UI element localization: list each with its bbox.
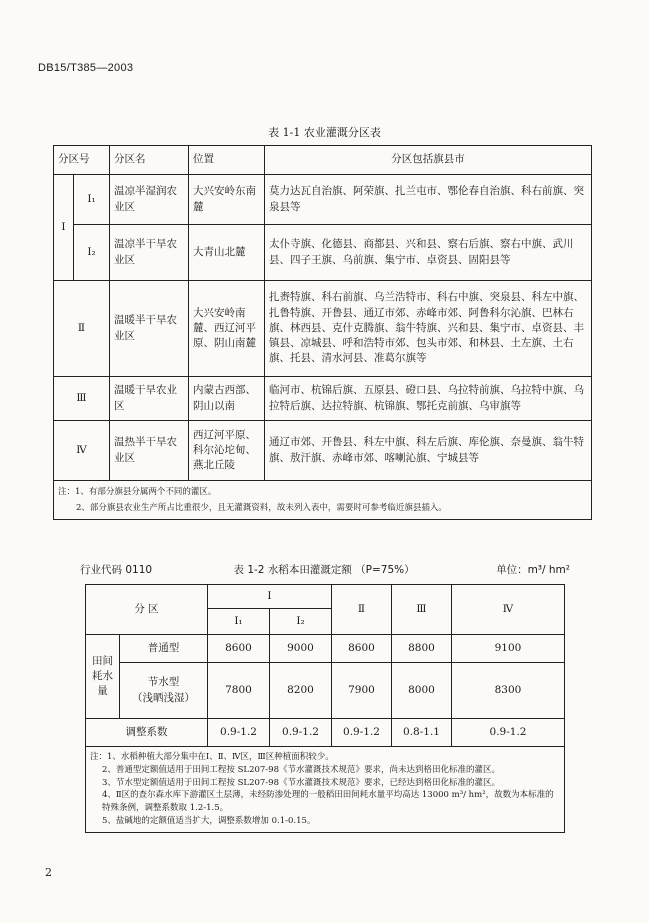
sub-zone-number: Ⅰ₁ — [74, 175, 110, 225]
table-row — [86, 719, 565, 747]
table1-note-1: 注：1、有部分旗县分属两个不同的灌区。 — [58, 487, 217, 497]
table-row — [86, 635, 565, 663]
zone-number: Ⅱ — [54, 281, 110, 377]
value-cell: 7800 — [208, 663, 270, 719]
zone-counties: 临河市、杭锦后旗、五原县、磴口县、乌拉特前旗、乌拉特中旗、乌拉特后旗、达拉特旗、杭锦旗、鄂托克前旗、乌审旗等 — [265, 377, 592, 421]
zone-name: 温凉半湿润农业区 — [110, 175, 189, 225]
value-cell: 7900 — [332, 663, 392, 719]
value-cell: 8000 — [392, 663, 452, 719]
value-cell: 0.9-1.2 — [270, 719, 332, 747]
table2-note-2: 2、普通型定额值适用于田间工程按 SL207-98《节水灌溉技术规范》要求，尚未达到格田化标准的灌区。 — [102, 764, 500, 775]
table1-note-2: 2、部分旗县农业生产所占比重很少，且无灌溉资料，故未列入表中，需要时可参考临近旗县插入。 — [76, 503, 447, 514]
table-row — [54, 225, 592, 281]
value-cell: 9100 — [452, 635, 565, 663]
zone-counties: 莫力达瓦自治旗、阿荣旗、扎兰屯市、鄂伦春自治旗、科右前旗、突泉县等 — [265, 175, 592, 225]
value-cell: 8600 — [208, 635, 270, 663]
zone-header-4: Ⅳ — [452, 585, 565, 635]
sub-zone-number: Ⅰ₂ — [74, 225, 110, 281]
zone-name: 温热半干旱农业区 — [110, 421, 189, 481]
table2-notes — [86, 747, 565, 833]
table2-unit: 单位：m³/ hm² — [496, 564, 570, 576]
table2-note-5: 5、盐碱地的定额值适当扩大，调整系数增加 0.1-0.15。 — [102, 815, 316, 826]
zone-header-1: Ⅰ — [208, 585, 332, 609]
zone-location: 内蒙古西部、阴山以南 — [189, 377, 265, 421]
table2-note-4: 4、Ⅱ区的查尔森水库下游灌区土层薄，未经防渗处理的一般稻田田间耗水量平均高达 13000 m³/ hm²，故数为本标准的特殊条例，调整系数取 1.2-1.5。 — [102, 790, 554, 813]
zone-header-3: Ⅲ — [392, 585, 452, 635]
table1-notes-row — [54, 481, 592, 520]
zone-location: 大兴安岭南麓、西辽河平原、阴山南麓 — [189, 281, 265, 377]
value-cell: 8800 — [392, 635, 452, 663]
sub-zone-header-2: Ⅰ₂ — [270, 609, 332, 635]
page-number: 2 — [45, 866, 52, 879]
row-label-sub: （浅晒浅湿） — [132, 691, 195, 704]
zone-number: Ⅲ — [54, 377, 110, 421]
value-cell: 0.8-1.1 — [392, 719, 452, 747]
zone-counties: 通辽市郊、开鲁县、科左中旗、科左后旗、库伦旗、奈曼旗、翁牛特旗、敖汗旗、赤峰市郊、喀喇沁旗、宁城县等 — [265, 421, 592, 481]
col-counties: 分区包括旗县市 — [265, 146, 592, 175]
col-location: 位置 — [189, 146, 265, 175]
table-row — [54, 281, 592, 377]
value-cell: 0.9-1.2 — [208, 719, 270, 747]
col-zone-name: 分区名 — [110, 146, 189, 175]
table1-header-row — [54, 146, 592, 175]
zone-number: Ⅰ — [54, 175, 74, 281]
table-row — [54, 377, 592, 421]
zone-location: 大青山北麓 — [189, 225, 265, 281]
value-cell: 8600 — [332, 635, 392, 663]
sub-zone-header-1: Ⅰ₁ — [208, 609, 270, 635]
rice-irrigation-quota-table — [85, 584, 565, 833]
table-row — [54, 421, 592, 481]
col-zone-number: 分区号 — [54, 146, 110, 175]
zone-location: 大兴安岭东南麓 — [189, 175, 265, 225]
zone-location: 西辽河平原、科尔沁坨甸、燕北丘陵 — [189, 421, 265, 481]
zone-name: 温凉半干旱农业区 — [110, 225, 189, 281]
table2-caption: 表 1-2 水稻本田灌溉定额 （P=75%） — [233, 564, 415, 576]
table-row — [54, 175, 592, 225]
value-cell: 9000 — [270, 635, 332, 663]
row-group-label: 田间耗水量 — [86, 635, 120, 719]
table2-caption-line — [80, 562, 570, 577]
zone-number: Ⅳ — [54, 421, 110, 481]
row-label: 普通型 — [120, 635, 208, 663]
row-label: 调整系数 — [86, 719, 208, 747]
industry-code: 行业代码 0110 — [80, 564, 153, 576]
table2-note-1: 注：1、水稻种植大部分集中在Ⅰ、Ⅱ、Ⅳ区，Ⅲ区种植面积较少。 — [90, 752, 334, 762]
value-cell: 8200 — [270, 663, 332, 719]
table1-notes — [54, 481, 592, 520]
zone-counties: 太仆寺旗、化德县、商都县、兴和县、察右后旗、察右中旗、武川县、四子王旗、乌前旗、集宁市、卓资县、固阳县等 — [265, 225, 592, 281]
value-cell: 0.9-1.2 — [332, 719, 392, 747]
table2-notes-row — [86, 747, 565, 833]
standard-code: DB15/T385—2003 — [38, 62, 134, 74]
row-label — [120, 663, 208, 719]
zone-header-2: Ⅱ — [332, 585, 392, 635]
table-row — [86, 663, 565, 719]
value-cell: 8300 — [452, 663, 565, 719]
zone-counties: 扎赉特旗、科右前旗、乌兰浩特市、科右中旗、突泉县、科左中旗、扎鲁特旗、开鲁县、通辽市郊、赤峰市郊、阿鲁科尔沁旗、巴林右旗、林西县、克什克腾旗、翁牛特旗、兴和县、集宁市、卓资县、丰镇县、凉城县、呼和浩特市郊、包头市郊、和林县、土左旗、土右旗、托县、清水河县、准葛尔旗等 — [265, 281, 592, 377]
table2-header-row — [86, 585, 565, 609]
value-cell: 0.9-1.2 — [452, 719, 565, 747]
zone-name: 温暖半干旱农业区 — [110, 281, 189, 377]
table1-caption: 表 1-1 农业灌溉分区表 — [268, 126, 381, 139]
table2-note-3: 3、节水型定额值适用于田间工程按 SL207-98《节水灌溉技术规范》要求，已经达到格田化标准的灌区。 — [102, 777, 500, 788]
zone-header: 分 区 — [86, 585, 208, 635]
row-label-main: 节水型 — [147, 676, 180, 689]
irrigation-zone-table — [53, 145, 592, 520]
zone-name: 温暖干旱农业区 — [110, 377, 189, 421]
